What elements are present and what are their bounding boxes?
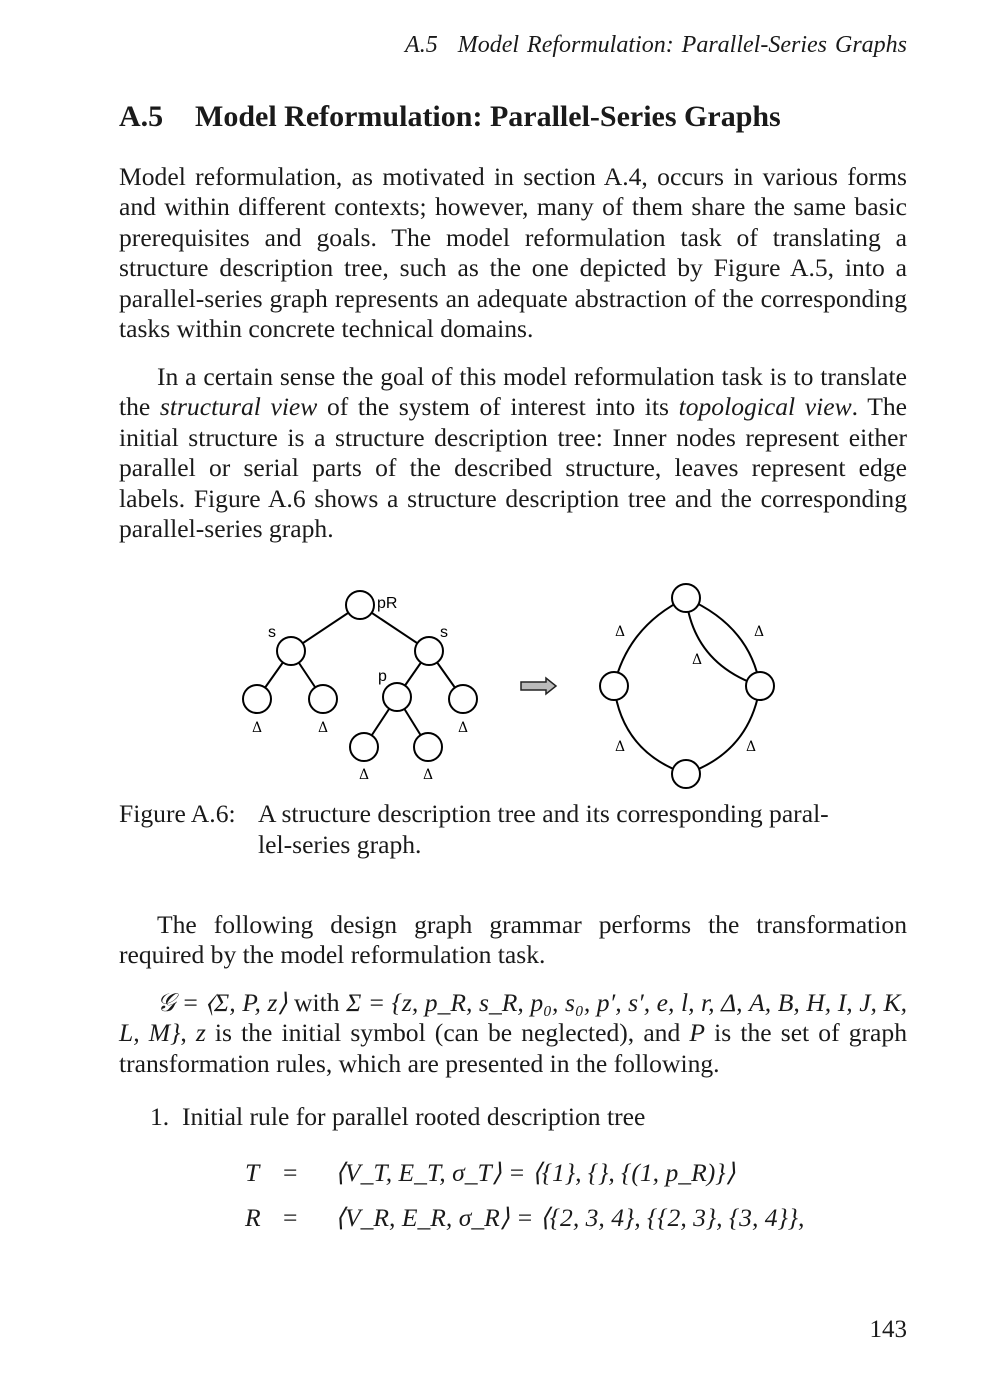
tree-leaf [449,685,477,713]
tree-label-p: p [378,668,387,685]
math-p: P [689,1018,706,1048]
tree-leaf [309,685,337,713]
equation-r-lhs: R [245,1203,261,1232]
graph-node-right [746,672,774,700]
tree-node-s-left [277,637,305,665]
graph-node-top [672,584,700,612]
alphabet-definition: Σ = {z, p_R, s_R, p₀, s₀, p′, s′, e, l, r, Δ, A, B, H, I, J, K, L, M} [119,988,907,1048]
page-number: 143 [869,1316,907,1343]
equation-t-rhs: ⟨V_T, E_T, σ_T⟩ = ⟨{1}, {}, {(1, p_R)}⟩ [335,1158,736,1187]
paragraph-4-text-d: is the set of graph transformation rules, which are presented in the following. [119,1018,907,1078]
graph-edge-label: Δ [745,739,757,755]
equation-t-rel: = [283,1158,298,1187]
graph-node-bottom [672,760,700,788]
list-item-text: Initial rule for parallel rooted description tree [182,1102,646,1131]
tree-leaf-label: Δ [251,720,263,736]
graph-edges [614,598,760,774]
emphasis-topological-view: topological view [678,392,852,422]
paragraph-4-text-c: is the initial symbol (can be neglected), and [205,1018,690,1048]
tree-leaf [350,733,378,761]
tree-root-node [346,591,374,619]
paragraph-2 [119,362,907,544]
list-item [150,1102,645,1132]
tree-leaf-label: Δ [457,720,469,736]
paragraph-3: The following design graph grammar performs the transformation required by the model reformulation task. [119,910,907,970]
grammar-definition: 𝒢 = ⟨Σ, P, z⟩ [157,988,288,1017]
tree-leaf-label: Δ [422,767,434,783]
tree-label-s-right: s [440,624,448,641]
tree-nodes [243,591,477,761]
math-z: z [195,1018,206,1048]
running-head [405,32,907,59]
paragraph-2-text-a: In a certain sense the goal of this model reformulation task is to translate the [119,362,907,422]
paragraph-4-text-a: with [287,988,347,1017]
equation-t [245,1158,735,1188]
figure-a6 [230,582,790,794]
equation-t-lhs: T [245,1158,260,1187]
tree-label-root: pR [377,595,398,612]
section-number: A.5 [119,100,164,133]
tree-node-s-right [415,637,443,665]
equation-r-rel: = [283,1203,298,1232]
section-heading [119,100,781,134]
caption-text-line-1: A structure description tree and its corresponding paral- [258,799,829,828]
paragraph-2-text-c: . The initial structure is a structure description tree: Inner nodes represent either parallel or serial parts of the described structure, leaves represent edge labels. Figure A.6 shows a structure description tree and the corresponding parallel-series graph. [119,392,908,544]
graph-edge-label: Δ [691,652,703,668]
graph-edge-label: Δ [753,624,765,640]
tree-edges [257,605,463,747]
list-item-number: 1. [150,1102,170,1131]
graph-edge-label: Δ [614,624,626,640]
paragraph-1: Model reformulation, as motivated in section A.4, occurs in various forms and within different contexts; however, many of them share the same basic prerequisites and goals. The model reformulation task of translating a structure description tree, such as the one depicted by Figure A.5, into a parallel-series graph represents an adequate abstraction of the corresponding tasks within concrete technical domains. [119,162,907,344]
paragraph-2-text-b: of the system of interest into its [317,392,679,422]
equation-r [245,1203,804,1233]
section-title: Model Reformulation: Parallel-Series Graphs [195,100,781,133]
graph-edge-label: Δ [614,739,626,755]
emphasis-structural-view: structural view [159,392,318,422]
tree-leaf [243,685,271,713]
graph-node-left [600,672,628,700]
tree-leaf-label: Δ [358,767,370,783]
tree-leaf-label: Δ [317,720,329,736]
running-head-title: Model Reformulation: Parallel-Series Graphs [457,32,907,58]
running-head-number: A.5 [405,32,438,58]
paragraph-4 [119,988,907,1079]
caption-text-line-2: lel-series graph. [258,830,422,859]
equation-r-rhs: ⟨V_R, E_R, σ_R⟩ = ⟨{2, 3, 4}, {{2, 3}, {3, 4}}, [335,1203,805,1232]
transform-arrow-icon [521,678,556,694]
caption-label: Figure A.6: [119,799,236,828]
tree-node-p [383,683,411,711]
graph-nodes [600,584,774,788]
paragraph-4-text-b: , [180,1018,196,1048]
tree-label-s-left: s [268,624,276,641]
tree-leaf [414,733,442,761]
